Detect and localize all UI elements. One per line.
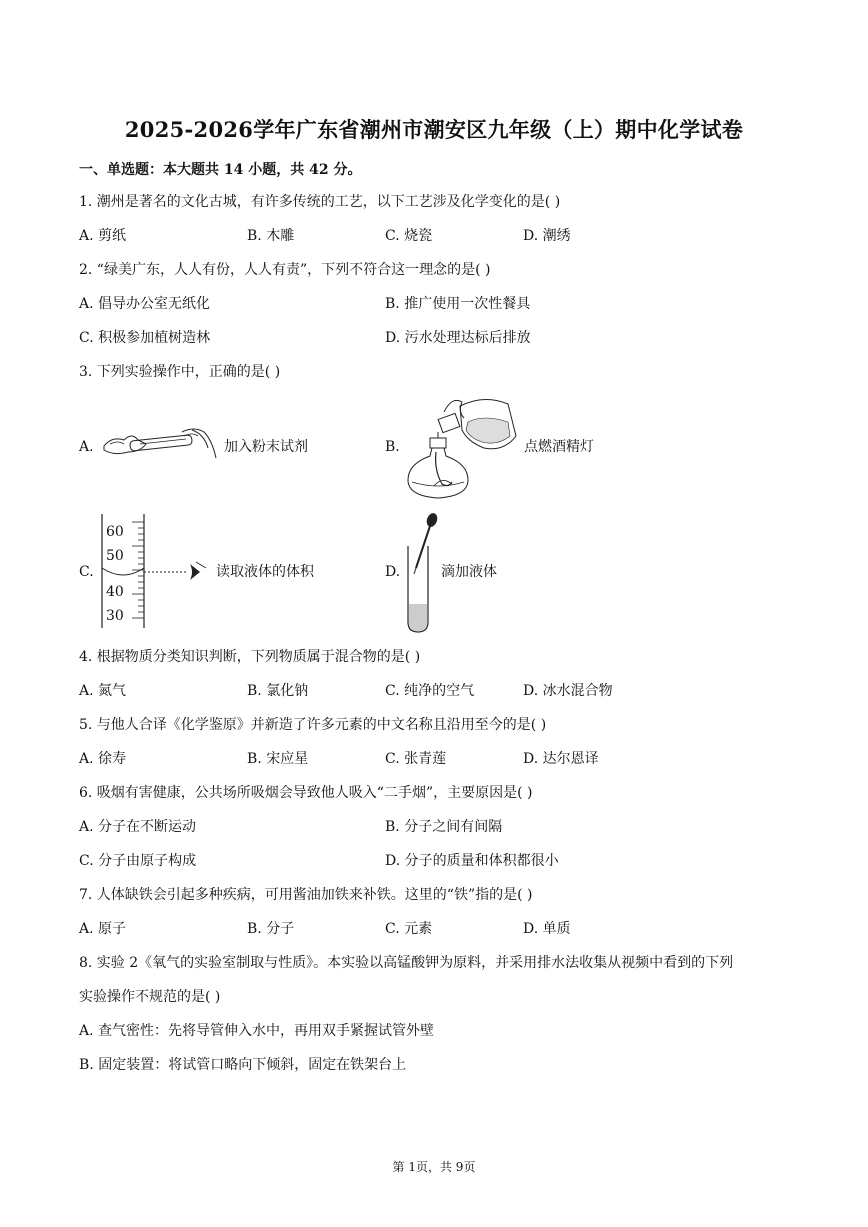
q4-option-b: B. 氯化钠 [247,683,309,699]
question-6-stem: 6. 吸烟有害健康，公共场所吸烟会导致他人吸入“二手烟”，主要原因是( ) [79,785,533,801]
q3-option-d: D. [385,564,401,580]
q3-option-a: A. [79,439,94,455]
dropper-test-tube-figure [402,512,438,634]
q5-option-b: B. 宋应星 [247,751,309,767]
q5-option-a: A. 徐寿 [79,751,127,767]
q2-option-c: C. 积极参加植树造林 [79,330,211,346]
q3-a-label: 加入粉末试剂 [224,439,308,455]
q7-option-a: A. 原子 [79,921,127,937]
q4-option-c: C. 纯净的空气 [385,683,475,699]
q6-option-a: A. 分子在不断运动 [79,819,197,835]
q3-c-label: 读取液体的体积 [216,564,314,580]
cylinder-tick-60: 60 [106,524,124,540]
q8-option-a: A. 查气密性：先将导管伸入水中，再用双手紧握试管外壁 [79,1023,435,1039]
question-1-stem: 1. 潮州是著名的文化古城，有许多传统的工艺，以下工艺涉及化学变化的是( ) [79,194,561,210]
cylinder-tick-30: 30 [106,608,124,624]
q6-option-d: D. 分子的质量和体积都很小 [385,853,559,869]
q7-option-c: C. 元素 [385,921,433,937]
page-footer: 第 1页，共 9页 [392,1160,476,1174]
q1-option-a: A. 剪纸 [79,228,127,244]
section-heading: 一、单选题：本大题共 14 小题，共 42 分。 [79,162,362,178]
q5-option-c: C. 张青莲 [385,751,447,767]
q3-d-label: 滴加液体 [441,564,497,580]
q7-option-b: B. 分子 [247,921,295,937]
add-powder-figure [100,418,222,468]
question-3-stem: 3. 下列实验操作中，正确的是( ) [79,364,281,380]
q7-option-d: D. 单质 [523,921,571,937]
q6-option-b: B. 分子之间有间隔 [385,819,503,835]
q3-option-b: B. [385,439,400,455]
q1-option-b: B. 木雕 [247,228,295,244]
q1-option-d: D. 潮绣 [523,228,571,244]
question-4-stem: 4. 根据物质分类知识判断，下列物质属于混合物的是( ) [79,649,421,665]
q5-option-d: D. 达尔恩译 [523,751,599,767]
question-8-stem-continued: 实验操作不规范的是( ) [79,989,221,1005]
page-title: 2025-2026学年广东省潮州市潮安区九年级（上）期中化学试卷 [124,117,744,142]
q3-b-label: 点燃酒精灯 [524,439,594,455]
cylinder-tick-40: 40 [106,584,124,600]
q4-option-d: D. 冰水混合物 [523,683,613,699]
question-8-stem: 8. 实验 2《氧气的实验室制取与性质》。本实验以高锰酸钾为原料，并采用排水法收集从视频中看到的下列 [79,955,734,971]
question-2-stem: 2. “绿美广东，人人有份，人人有责”，下列不符合这一理念的是( ) [79,262,491,278]
q6-option-c: C. 分子由原子构成 [79,853,197,869]
question-7-stem: 7. 人体缺铁会引起多种疾病，可用酱油加铁来补铁。这里的“铁”指的是( ) [79,887,533,903]
q8-option-b: B. 固定装置：将试管口略向下倾斜，固定在铁架台上 [79,1057,407,1073]
q1-option-c: C. 烧瓷 [385,228,433,244]
q2-option-b: B. 推广使用一次性餐具 [385,296,531,312]
cylinder-tick-50: 50 [106,548,124,564]
q2-option-a: A. 倡导办公室无纸化 [79,296,211,312]
q2-option-d: D. 污水处理达标后排放 [385,330,531,346]
question-5-stem: 5. 与他人合译《化学鉴原》并新造了许多元素的中文名称且沿用至今的是( ) [79,717,547,733]
q3-option-c: C. [79,564,94,580]
alcohol-lamp-figure [404,392,522,502]
q4-option-a: A. 氮气 [79,683,127,699]
